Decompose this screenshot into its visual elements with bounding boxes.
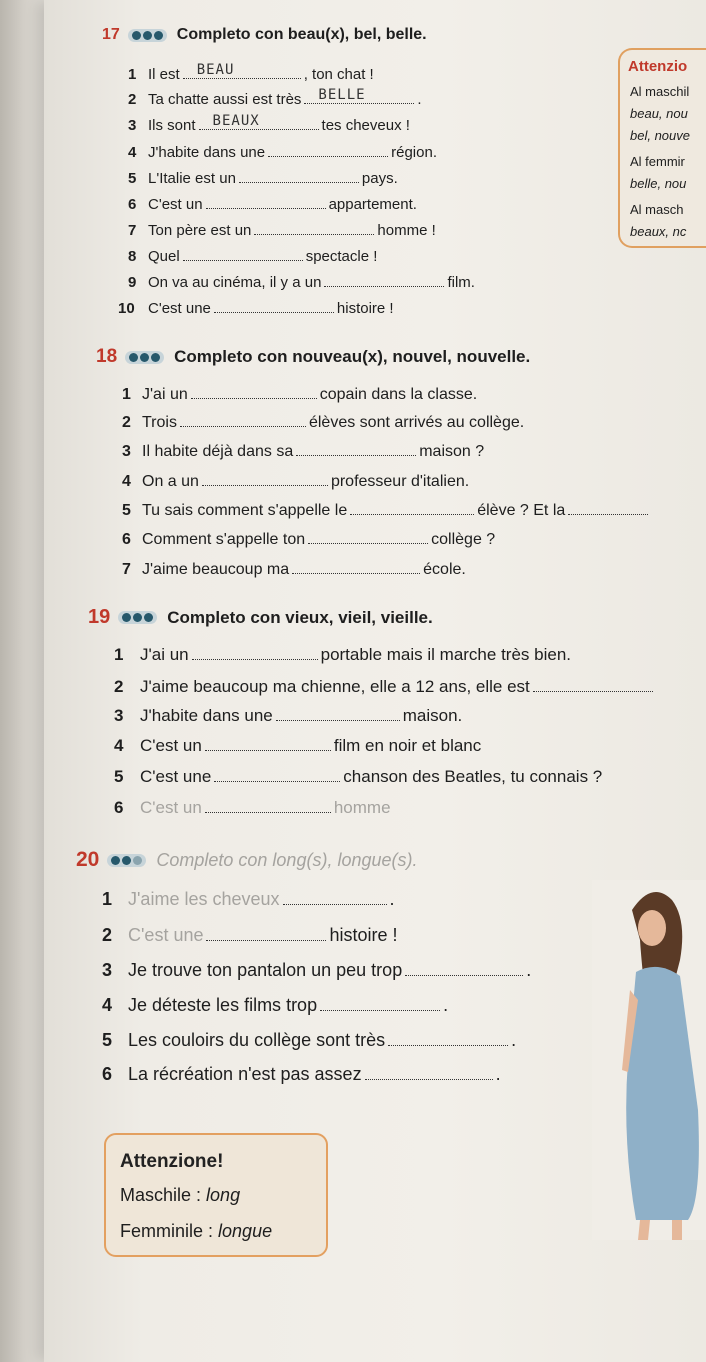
ex20-number: 20 — [76, 848, 100, 871]
ex19-item-5: 5 C'est une chanson des Beatles, tu connais ? — [114, 767, 603, 786]
answer-blank[interactable] — [202, 471, 328, 486]
ex17-item-3: 3 Ils sont BEAUX tes cheveux ! — [128, 113, 410, 134]
answer-blank[interactable] — [214, 298, 334, 313]
handwritten-answer: BEAU — [196, 62, 235, 78]
answer-blank[interactable] — [296, 441, 416, 456]
ex17-item-6: 6 C'est un appartement. — [128, 196, 417, 213]
ex18-item-4: 4 On a un professeur d'italien. — [122, 473, 470, 490]
ex18-item-2: 2 Trois élèves sont arrivés au collège. — [122, 414, 525, 431]
girl-long-hair-illustration — [592, 880, 706, 1240]
ex17-instruction: Completo con beau(x), bel, belle. — [176, 26, 427, 43]
answer-blank[interactable] — [239, 168, 359, 183]
ex17-item-8: 8 Quel spectacle ! — [128, 248, 378, 265]
answer-blank[interactable] — [206, 194, 326, 209]
ex18-item-1: 1 J'ai un copain dans la classe. — [122, 386, 478, 403]
ex19-title — [88, 606, 433, 629]
difficulty-dots-icon — [125, 351, 164, 364]
ex17-item-7: 7 Ton père est un homme ! — [128, 222, 436, 239]
ex20-item-5: 5 Les couloirs du collège sont très . — [102, 1030, 517, 1050]
ex18-item-6: 6 Comment s'appelle ton collège ? — [122, 531, 496, 548]
attention-masculine: Maschile : long — [120, 1185, 241, 1205]
ex20-title — [76, 848, 417, 872]
ex17-item-5: 5 L'Italie est un pays. — [128, 170, 398, 187]
attention-box — [104, 1133, 328, 1257]
face-shape — [638, 910, 666, 946]
ex20-instruction: Completo con long(s), longue(s). — [156, 849, 418, 870]
answer-blank[interactable] — [304, 89, 414, 104]
answer-blank[interactable] — [292, 559, 420, 574]
ex20-item-3: 3 Je trouve ton pantalon un peu trop . — [102, 960, 532, 980]
answer-blank[interactable] — [568, 500, 648, 515]
answer-blank[interactable] — [180, 412, 306, 427]
answer-blank[interactable] — [268, 142, 388, 157]
answer-blank[interactable] — [254, 220, 374, 235]
ex17-title — [102, 26, 427, 44]
answer-blank[interactable] — [199, 115, 319, 130]
answer-blank[interactable] — [365, 1065, 493, 1080]
ex17-item-10: 10 C'est une histoire ! — [118, 300, 394, 317]
attention-feminine: Femminile : longue — [120, 1221, 273, 1241]
difficulty-dots-icon — [107, 854, 146, 867]
ex20-item-6: 6 La récréation n'est pas assez . — [102, 1064, 501, 1084]
ex19-item-2: 2 J'aime beaucoup ma chienne, elle a 12 ans, elle est — [114, 677, 656, 697]
ex19-item-4: 4 C'est un film en noir et blanc — [114, 736, 482, 755]
answer-blank[interactable] — [205, 736, 331, 751]
answer-blank[interactable] — [192, 645, 318, 660]
answer-blank[interactable] — [183, 246, 303, 261]
attention-heading: Attenzione! — [120, 1151, 224, 1172]
ex19-number: 19 — [88, 606, 111, 628]
answer-blank[interactable] — [214, 767, 340, 782]
answer-blank[interactable] — [276, 706, 400, 721]
answer-blank[interactable] — [405, 961, 523, 976]
difficulty-dots-icon — [128, 29, 167, 42]
side-note-heading: Attenzio — [628, 58, 688, 75]
ex18-item-7: 7 J'aime beaucoup ma école. — [122, 561, 466, 578]
ex18-number: 18 — [96, 346, 118, 367]
difficulty-dots-icon — [118, 611, 157, 624]
ex17-number: 17 — [102, 26, 120, 43]
book-binding — [0, 0, 44, 1362]
handwritten-answer: BELLE — [318, 87, 366, 103]
answer-blank[interactable] — [308, 529, 428, 544]
ex18-item-5: 5 Tu sais comment s'appelle le élève ? Et la — [122, 500, 651, 520]
ex18-item-3: 3 Il habite déjà dans sa maison ? — [122, 443, 485, 460]
ex19-item-1: 1 J'ai un portable mais il marche très bien. — [114, 645, 571, 664]
ex19-item-3: 3 J'habite dans une maison. — [114, 706, 463, 725]
answer-blank[interactable] — [533, 677, 653, 692]
answer-blank[interactable] — [388, 1031, 508, 1046]
ex19-item-6: 6 C'est un homme — [114, 798, 391, 817]
answer-blank[interactable] — [283, 890, 387, 905]
attention-side-note: Attenzio Al maschil beau, nou bel, nouve Al femmir belle, nou Al masch beaux, nc — [618, 48, 706, 248]
ex20-item-2: 2 C'est une histoire ! — [102, 925, 398, 945]
handwritten-answer: BEAUX — [212, 113, 260, 129]
ex18-title — [96, 346, 530, 368]
answer-blank[interactable] — [206, 926, 326, 941]
answer-blank[interactable] — [350, 500, 474, 515]
ex20-item-4: 4 Je déteste les films trop . — [102, 995, 449, 1015]
ex17-item-9: 9 On va au cinéma, il y a un film. — [128, 274, 475, 291]
ex20-item-1: 1 J'aime les cheveux . — [102, 889, 395, 909]
ex18-instruction: Completo con nouveau(x), nouvel, nouvelle. — [174, 347, 531, 366]
ex17-item-1: 1 Il est BEAU , ton chat ! — [128, 62, 374, 83]
answer-blank[interactable] — [320, 996, 440, 1011]
answer-blank[interactable] — [183, 64, 301, 79]
answer-blank[interactable] — [191, 384, 317, 399]
answer-blank[interactable] — [324, 272, 444, 287]
ex19-instruction: Completo con vieux, vieil, vieille. — [167, 607, 433, 627]
ex17-item-4: 4 J'habite dans une région. — [128, 144, 437, 161]
ex17-item-2: 2 Ta chatte aussi est très BELLE . — [128, 87, 422, 108]
answer-blank[interactable] — [205, 798, 331, 813]
